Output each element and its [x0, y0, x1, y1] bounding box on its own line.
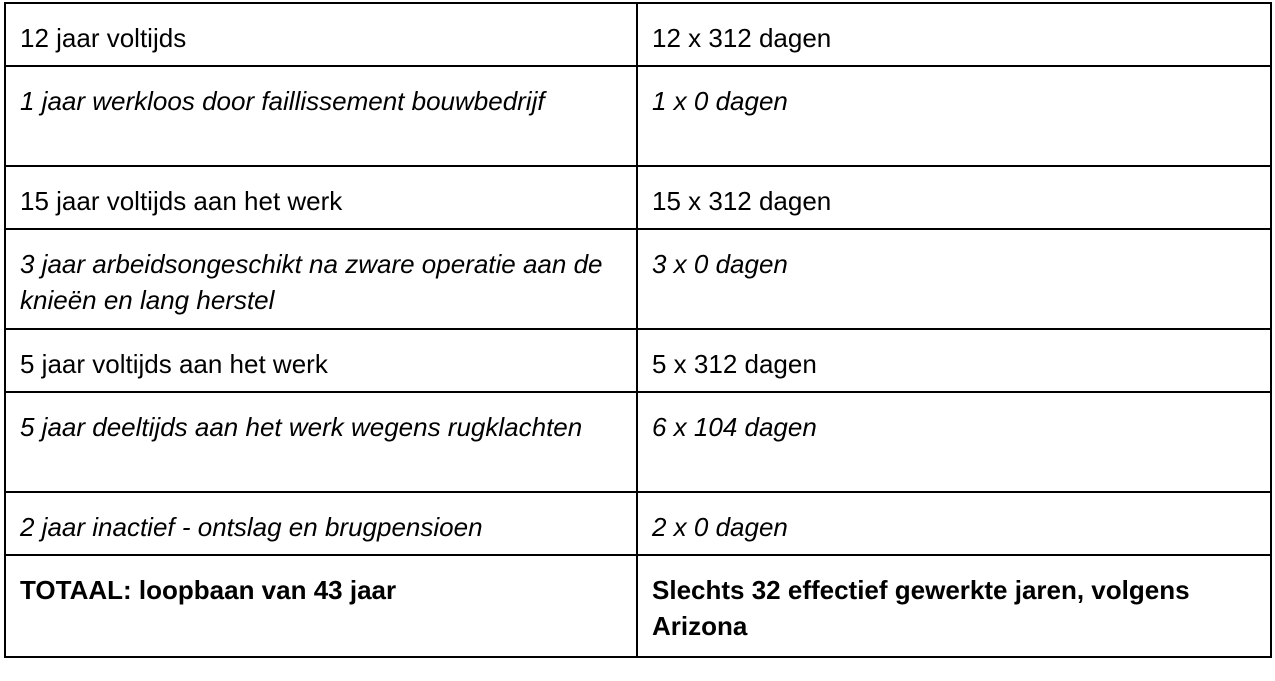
- period-cell: 2 jaar inactief - ontslag en brugpensioen: [5, 492, 637, 555]
- days-cell: 1 x 0 dagen: [637, 66, 1271, 166]
- total-days-cell: Slechts 32 effectief gewerkte jaren, volgens Arizona: [637, 555, 1271, 657]
- table-row: [5, 3, 1271, 66]
- days-cell: 5 x 312 dagen: [637, 329, 1271, 392]
- days-cell: 12 x 312 dagen: [637, 3, 1271, 66]
- days-cell: 15 x 312 dagen: [637, 166, 1271, 229]
- table-row: [5, 392, 1271, 492]
- total-row: [5, 555, 1271, 657]
- period-cell: 3 jaar arbeidsongeschikt na zware operatie aan de knieën en lang herstel: [5, 229, 637, 329]
- days-cell: 3 x 0 dagen: [637, 229, 1271, 329]
- career-table: [4, 2, 1272, 658]
- table-row: [5, 229, 1271, 329]
- table-row: [5, 329, 1271, 392]
- table-row: [5, 166, 1271, 229]
- table-row: [5, 66, 1271, 166]
- table-row: [5, 492, 1271, 555]
- total-period-cell: TOTAAL: loopbaan van 43 jaar: [5, 555, 637, 657]
- days-cell: 2 x 0 dagen: [637, 492, 1271, 555]
- period-cell: 1 jaar werkloos door faillissement bouwbedrijf: [5, 66, 637, 166]
- period-cell: 5 jaar deeltijds aan het werk wegens rugklachten: [5, 392, 637, 492]
- period-cell: 12 jaar voltijds: [5, 3, 637, 66]
- days-cell: 6 x 104 dagen: [637, 392, 1271, 492]
- period-cell: 5 jaar voltijds aan het werk: [5, 329, 637, 392]
- period-cell: 15 jaar voltijds aan het werk: [5, 166, 637, 229]
